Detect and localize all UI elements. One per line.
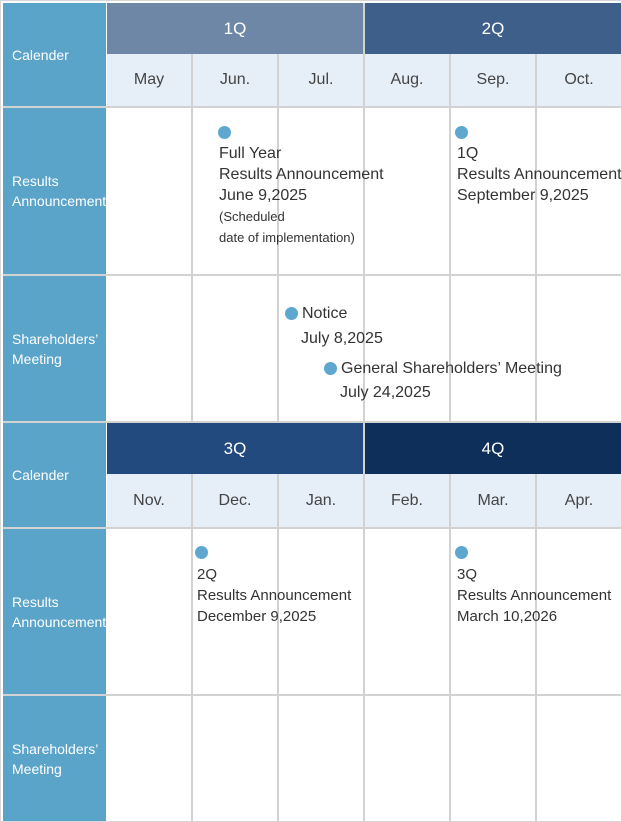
- event-general-meeting-date: July 24,2025: [340, 384, 431, 401]
- calendar-label-top: Calender: [3, 3, 106, 106]
- month-jan: Jan.: [279, 474, 363, 527]
- event-date: March 10,2026: [457, 608, 558, 625]
- month-nov: Nov.: [107, 474, 191, 527]
- event-title: 1Q: [457, 145, 479, 162]
- grid-line: [3, 527, 621, 529]
- event-title: 3Q: [457, 566, 478, 583]
- month-jul: Jul.: [279, 54, 363, 106]
- month-dec: Dec.: [193, 474, 277, 527]
- event-title: Full Year: [219, 145, 282, 162]
- event-title: Notice: [302, 305, 348, 322]
- month-feb: Feb.: [365, 474, 449, 527]
- month-oct: Oct.: [537, 54, 621, 106]
- quarter-header-2q: 2Q: [365, 3, 621, 54]
- shareholders-label-text: Shareholders’ Meeting: [12, 740, 98, 777]
- results-label-text: Results Announcement: [12, 593, 107, 630]
- event-full-year-results: [219, 143, 384, 248]
- event-dot: [455, 126, 468, 139]
- event-date: June 9,2025: [219, 187, 308, 204]
- grid-line: [3, 274, 621, 276]
- month-aug: Aug.: [365, 54, 449, 106]
- month-mar: Mar.: [451, 474, 535, 527]
- results-label-bottom: [3, 529, 106, 694]
- event-dot: [324, 362, 337, 375]
- month-may: May: [107, 54, 191, 106]
- event-date: September 9,2025: [457, 187, 589, 204]
- event-notice-date: July 8,2025: [301, 330, 383, 347]
- month-apr: Apr.: [537, 474, 621, 527]
- event-2q-results: [197, 564, 351, 627]
- event-dot: [195, 546, 208, 559]
- results-label-text: Results Announcement: [12, 173, 107, 209]
- quarter-header-4q: 4Q: [365, 423, 621, 474]
- grid-line: [191, 54, 193, 421]
- grid-line: [3, 106, 621, 108]
- grid-line: [3, 694, 621, 696]
- results-label-top: [3, 108, 106, 274]
- event-dot: [285, 307, 298, 320]
- month-sep: Sep.: [451, 54, 535, 106]
- event-title: General Shareholders’ Meeting: [341, 360, 562, 377]
- event-subtitle: Results Announcement: [457, 166, 622, 183]
- event-title: 2Q: [197, 566, 218, 583]
- event-note: date of implementation): [219, 230, 355, 245]
- event-subtitle: Results Announcement: [197, 587, 352, 604]
- event-subtitle: Results Announcement: [219, 166, 384, 183]
- event-dot: [455, 546, 468, 559]
- grid-line: [363, 423, 365, 821]
- shareholders-label-text: Shareholders’ Meeting: [12, 330, 98, 367]
- event-subtitle: Results Announcement: [457, 587, 612, 604]
- shareholders-label-top: [3, 276, 106, 421]
- quarter-header-3q: 3Q: [107, 423, 363, 474]
- event-date: December 9,2025: [197, 608, 317, 625]
- quarter-header-1q: 1Q: [107, 3, 363, 54]
- event-3q-results: [457, 564, 611, 627]
- event-general-meeting: [341, 358, 562, 379]
- event-1q-results: [457, 143, 622, 206]
- event-dot: [218, 126, 231, 139]
- shareholders-label-bottom: [3, 696, 106, 821]
- event-notice: [302, 303, 347, 324]
- calendar-label-bottom: Calender: [3, 423, 106, 527]
- event-note: (Scheduled: [219, 209, 285, 224]
- month-jun: Jun.: [193, 54, 277, 106]
